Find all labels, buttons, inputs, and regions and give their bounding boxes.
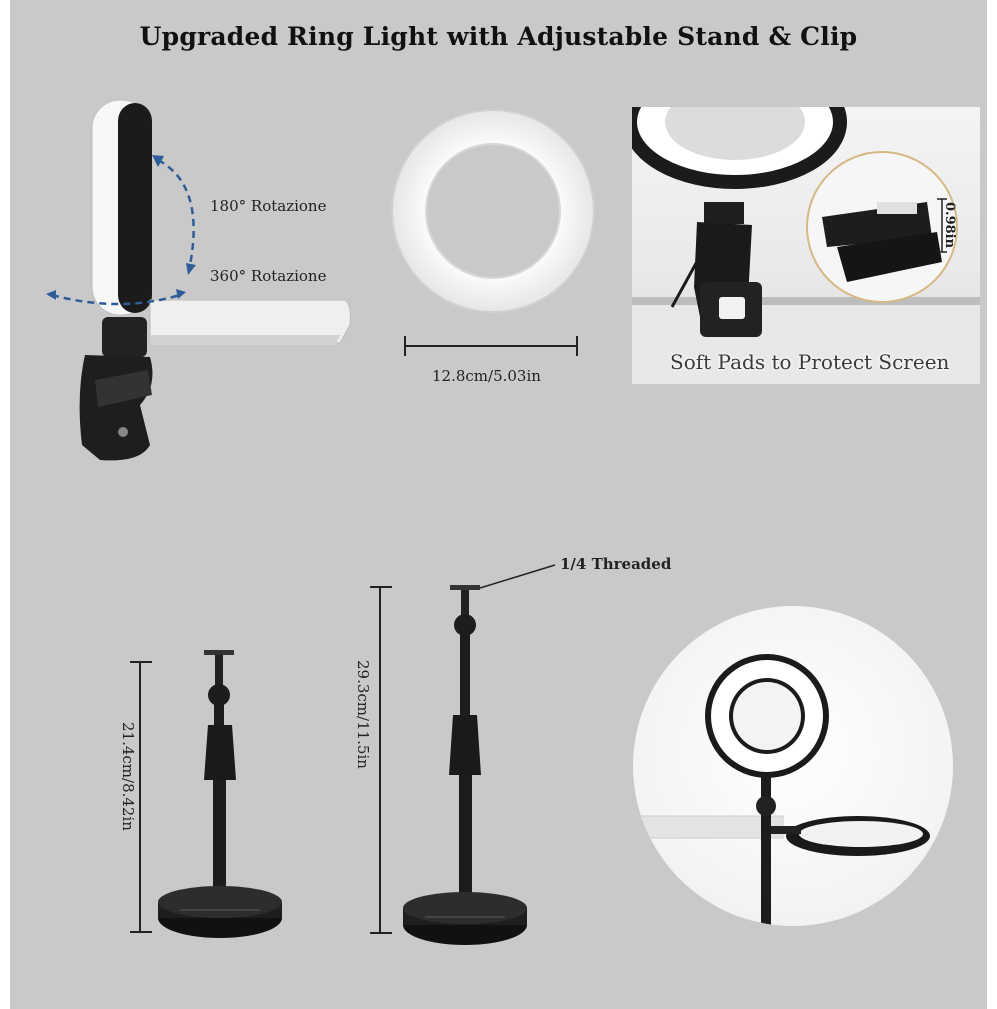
thread-label: 1/4 Threaded: [560, 555, 672, 573]
rotation-180-label: 180° Rotazione: [210, 197, 327, 215]
ring-light-on-stand-illustration: [633, 606, 953, 926]
clip-photo-panel: [632, 107, 980, 384]
short-stand-illustration: [120, 640, 330, 950]
ring-light-front-illustration: [385, 108, 605, 368]
rotation-360-label: 360° Rotazione: [210, 267, 327, 285]
tall-stand-height-label: 29.3cm/11.5in: [354, 660, 372, 769]
short-stand-height-label: 21.4cm/8.42in: [119, 722, 137, 831]
tall-stand-illustration: [365, 570, 605, 960]
clip-opening-label: 0.98in: [942, 202, 957, 249]
ring-light-on-stand-scene: [633, 606, 953, 926]
ring-diameter-label: 12.8cm/5.03in: [432, 367, 541, 385]
soft-pads-caption: Soft Pads to Protect Screen: [670, 350, 950, 374]
rotating-clip-light-illustration: [40, 95, 370, 475]
clip-on-monitor-illustration: [632, 107, 980, 384]
page-title: Upgraded Ring Light with Adjustable Stand & Clip: [139, 22, 858, 51]
